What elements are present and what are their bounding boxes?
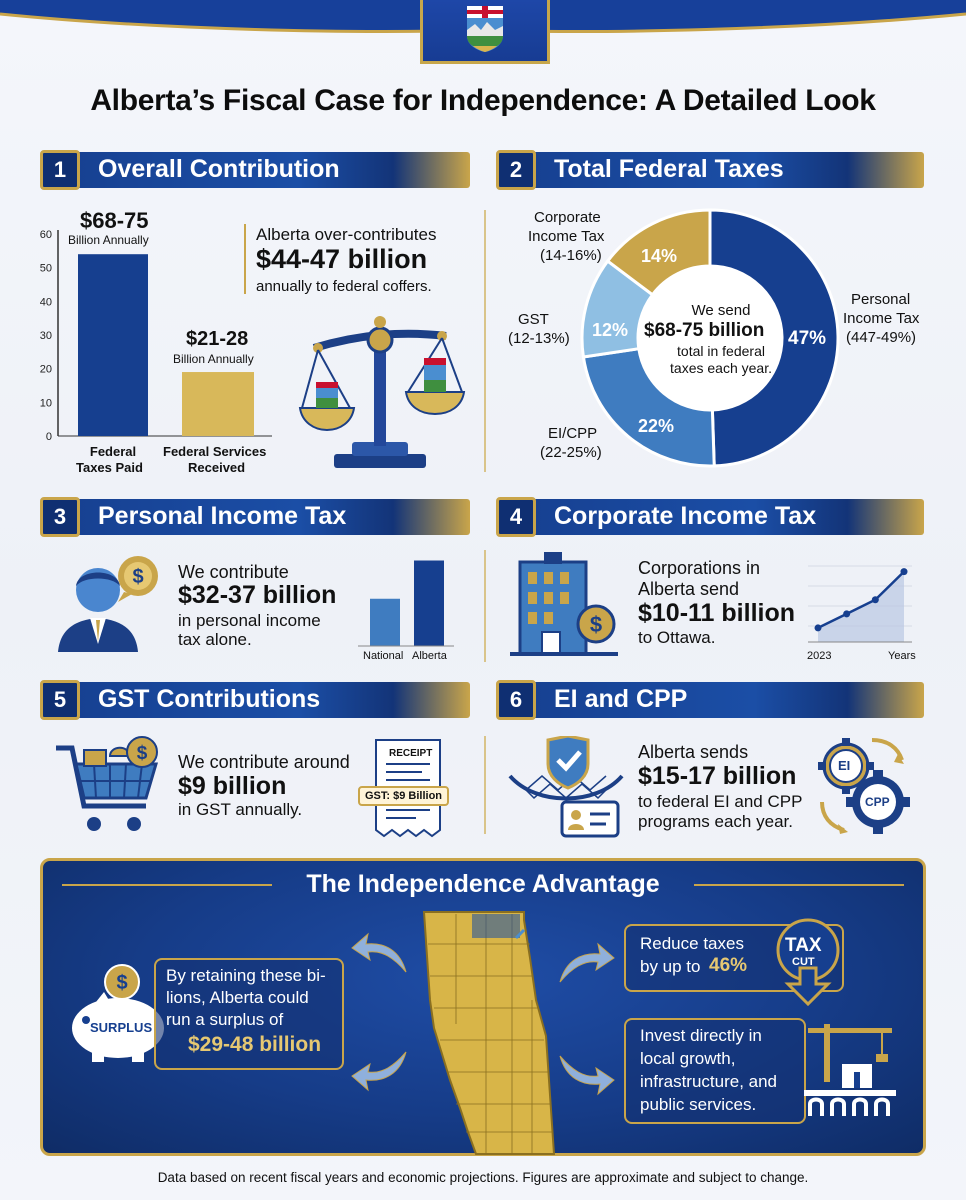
bar1-label-line2: Taxes Paid	[76, 460, 143, 475]
section-title: EI and CPP	[554, 685, 688, 713]
section-number: 2	[496, 150, 536, 190]
gears-icon	[814, 736, 914, 836]
svg-text:$: $	[589, 612, 603, 637]
section-header-gst-contributions	[44, 682, 470, 718]
ei-cpp-line2: to federal EI and CPP	[638, 792, 803, 811]
piggy-surplus-label: SURPLUS	[90, 1020, 153, 1035]
arrow-right-up-icon	[556, 940, 616, 986]
invest-line4: public services.	[640, 1095, 757, 1114]
y-tick-label: 20	[39, 363, 52, 376]
title-rule-right	[694, 884, 904, 886]
invest-line2: local growth,	[640, 1049, 736, 1068]
tax-cut-label-1: TAX	[785, 935, 822, 956]
donut-center-amount: $68-75 billion	[644, 320, 765, 341]
y-tick-label: 10	[39, 397, 52, 410]
bar1-label-line1: Federal	[89, 444, 137, 459]
section-header-ei-and-cpp	[500, 682, 924, 718]
gst-amount: $9 billion	[178, 772, 287, 800]
pct-gst: 12%	[592, 320, 629, 340]
pct-pit: 47%	[788, 328, 827, 349]
label-corp-line3: (14-16%)	[540, 247, 602, 264]
label-ei-line2: (22-25%)	[540, 444, 602, 461]
reduce-taxes-pct: 46%	[709, 955, 748, 976]
ei-cpp-line3: programs each year.	[638, 812, 793, 831]
pct-corp: 14%	[641, 246, 678, 266]
gst-line1: We contribute around	[178, 752, 350, 772]
personal-bar-chart	[356, 550, 456, 650]
label-pit-line2: Income Tax	[843, 310, 920, 327]
section-title: Total Federal Taxes	[554, 155, 784, 183]
shopping-cart-icon	[54, 736, 166, 836]
bar	[182, 372, 254, 436]
advantage-left-line3: run a surplus of	[166, 1010, 284, 1029]
label-pit-line3: (447-49%)	[846, 329, 917, 346]
gold-accent-line	[244, 224, 246, 294]
label-corp-line2: Income Tax	[528, 228, 605, 245]
gear-ei-label: EI	[838, 758, 851, 773]
corporate-amount: $10-11 billion	[638, 599, 796, 627]
bar1-sub: Billion Annually	[68, 233, 149, 247]
corporate-x-end: Years	[888, 650, 916, 662]
svg-text:$: $	[136, 743, 148, 764]
footer-note: Data based on recent fiscal years and economic projections. Figures are approximate and subject to change.	[157, 1170, 809, 1185]
corporate-line1: Corporations in	[638, 558, 761, 578]
section-number: 6	[496, 680, 536, 720]
advantage-left-line2: lions, Alberta could	[166, 988, 309, 1007]
reduce-taxes-line1: Reduce taxes	[640, 934, 744, 953]
section-header-total-federal-taxes	[500, 152, 924, 188]
bar2-label-line2: Received	[188, 460, 246, 475]
personal-label-alberta: Alberta	[412, 650, 447, 662]
donut-center-line4: taxes each year.	[670, 360, 772, 376]
personal-line1: We contribute	[178, 562, 289, 582]
safety-net-shield-icon	[506, 736, 626, 840]
overall-line1: Alberta over-contributes	[256, 225, 437, 244]
pct-ei: 22%	[638, 416, 675, 436]
advantage-left-line1: By retaining these bi-	[166, 966, 326, 985]
overall-amount: $44-47 billion	[256, 244, 428, 274]
label-pit-line1: Personal	[851, 291, 911, 308]
svg-text:$: $	[132, 566, 144, 588]
data-point	[872, 596, 879, 603]
section-number: 5	[40, 680, 80, 720]
personal-line2: in personal income	[178, 611, 321, 630]
gst-line2: in GST annually.	[178, 800, 303, 819]
corporate-line3: to Ottawa.	[638, 628, 716, 647]
bar1-value: $68-75	[80, 208, 149, 233]
svg-text:$: $	[116, 972, 128, 994]
section-header-overall-contribution	[44, 152, 470, 188]
section-title: Personal Income Tax	[98, 502, 347, 530]
bar	[370, 599, 400, 646]
section-header-personal-income-tax	[44, 499, 470, 535]
donut-center-line3: total in federal	[677, 343, 765, 359]
receipt-title: RECEIPT	[389, 748, 433, 759]
ei-cpp-line1: Alberta sends	[638, 742, 749, 762]
arrow-left-up-icon	[350, 930, 410, 976]
bar	[78, 254, 148, 436]
column-divider	[484, 550, 486, 662]
y-tick-label: 40	[39, 296, 52, 309]
alberta-crest-icon	[423, 0, 547, 60]
label-ei-line1: EI/CPP	[548, 425, 598, 442]
personal-label-national: National	[363, 650, 404, 662]
bar	[414, 561, 444, 647]
section-number: 1	[40, 150, 80, 190]
section-title: GST Contributions	[98, 685, 321, 713]
data-point	[901, 568, 908, 575]
section-number: 3	[40, 497, 80, 537]
section-header-corporate-income-tax	[500, 499, 924, 535]
ei-cpp-amount: $15-17 billion	[638, 762, 797, 790]
construction-crane-icon	[802, 1020, 898, 1120]
title-rule-left	[62, 884, 272, 886]
receipt-gst-tag: GST: $9 Billion	[358, 786, 449, 806]
bar2-label-line1: Federal Services	[163, 444, 267, 459]
bar2-value: $21-28	[186, 328, 249, 350]
person-icon	[52, 552, 164, 656]
tax-cut-label-2: CUT	[792, 956, 815, 968]
personal-amount: $32-37 billion	[178, 581, 337, 609]
page-title: Alberta’s Fiscal Case for Independence: A Detailed Look	[90, 84, 876, 117]
column-divider	[484, 736, 486, 834]
y-tick-label: 50	[39, 262, 52, 275]
column-divider	[484, 210, 486, 472]
section-title: Overall Contribution	[98, 155, 340, 183]
corporate-growth-chart	[804, 556, 916, 648]
y-tick-label: 30	[39, 330, 52, 342]
y-tick-label: 0	[45, 431, 52, 443]
label-corp-line1: Corporate	[534, 209, 601, 226]
section-title: Corporate Income Tax	[554, 502, 817, 530]
arrow-left-down-icon	[350, 1048, 410, 1094]
alberta-map-icon	[420, 904, 556, 1160]
advantage-left-amount: $29-48 billion	[188, 1033, 322, 1056]
reduce-taxes-line2: by up to	[640, 957, 701, 976]
data-point	[843, 610, 850, 617]
label-gst-line2: (12-13%)	[508, 330, 570, 347]
gear-cpp-label: CPP	[865, 795, 890, 809]
balance-scale-icon	[296, 310, 466, 472]
invest-line1: Invest directly in	[640, 1026, 762, 1045]
invest-line3: infrastructure, and	[640, 1072, 778, 1091]
section-number: 4	[496, 497, 536, 537]
alberta-flag	[420, 0, 550, 64]
personal-line3: tax alone.	[178, 630, 252, 649]
corporate-x-start: 2023	[807, 650, 832, 662]
label-gst-line1: GST	[518, 311, 549, 328]
y-tick-label: 60	[39, 229, 52, 241]
overall-line2: annually to federal coffers.	[256, 278, 432, 295]
office-building-icon	[506, 548, 622, 658]
bar2-sub: Billion Annually	[173, 352, 254, 366]
arrow-right-down-icon	[556, 1052, 616, 1098]
corporate-line2: Alberta send	[638, 579, 740, 599]
data-point	[815, 624, 822, 631]
donut-center-line1: We send	[691, 302, 751, 319]
advantage-title: The Independence Advantage	[306, 870, 660, 898]
